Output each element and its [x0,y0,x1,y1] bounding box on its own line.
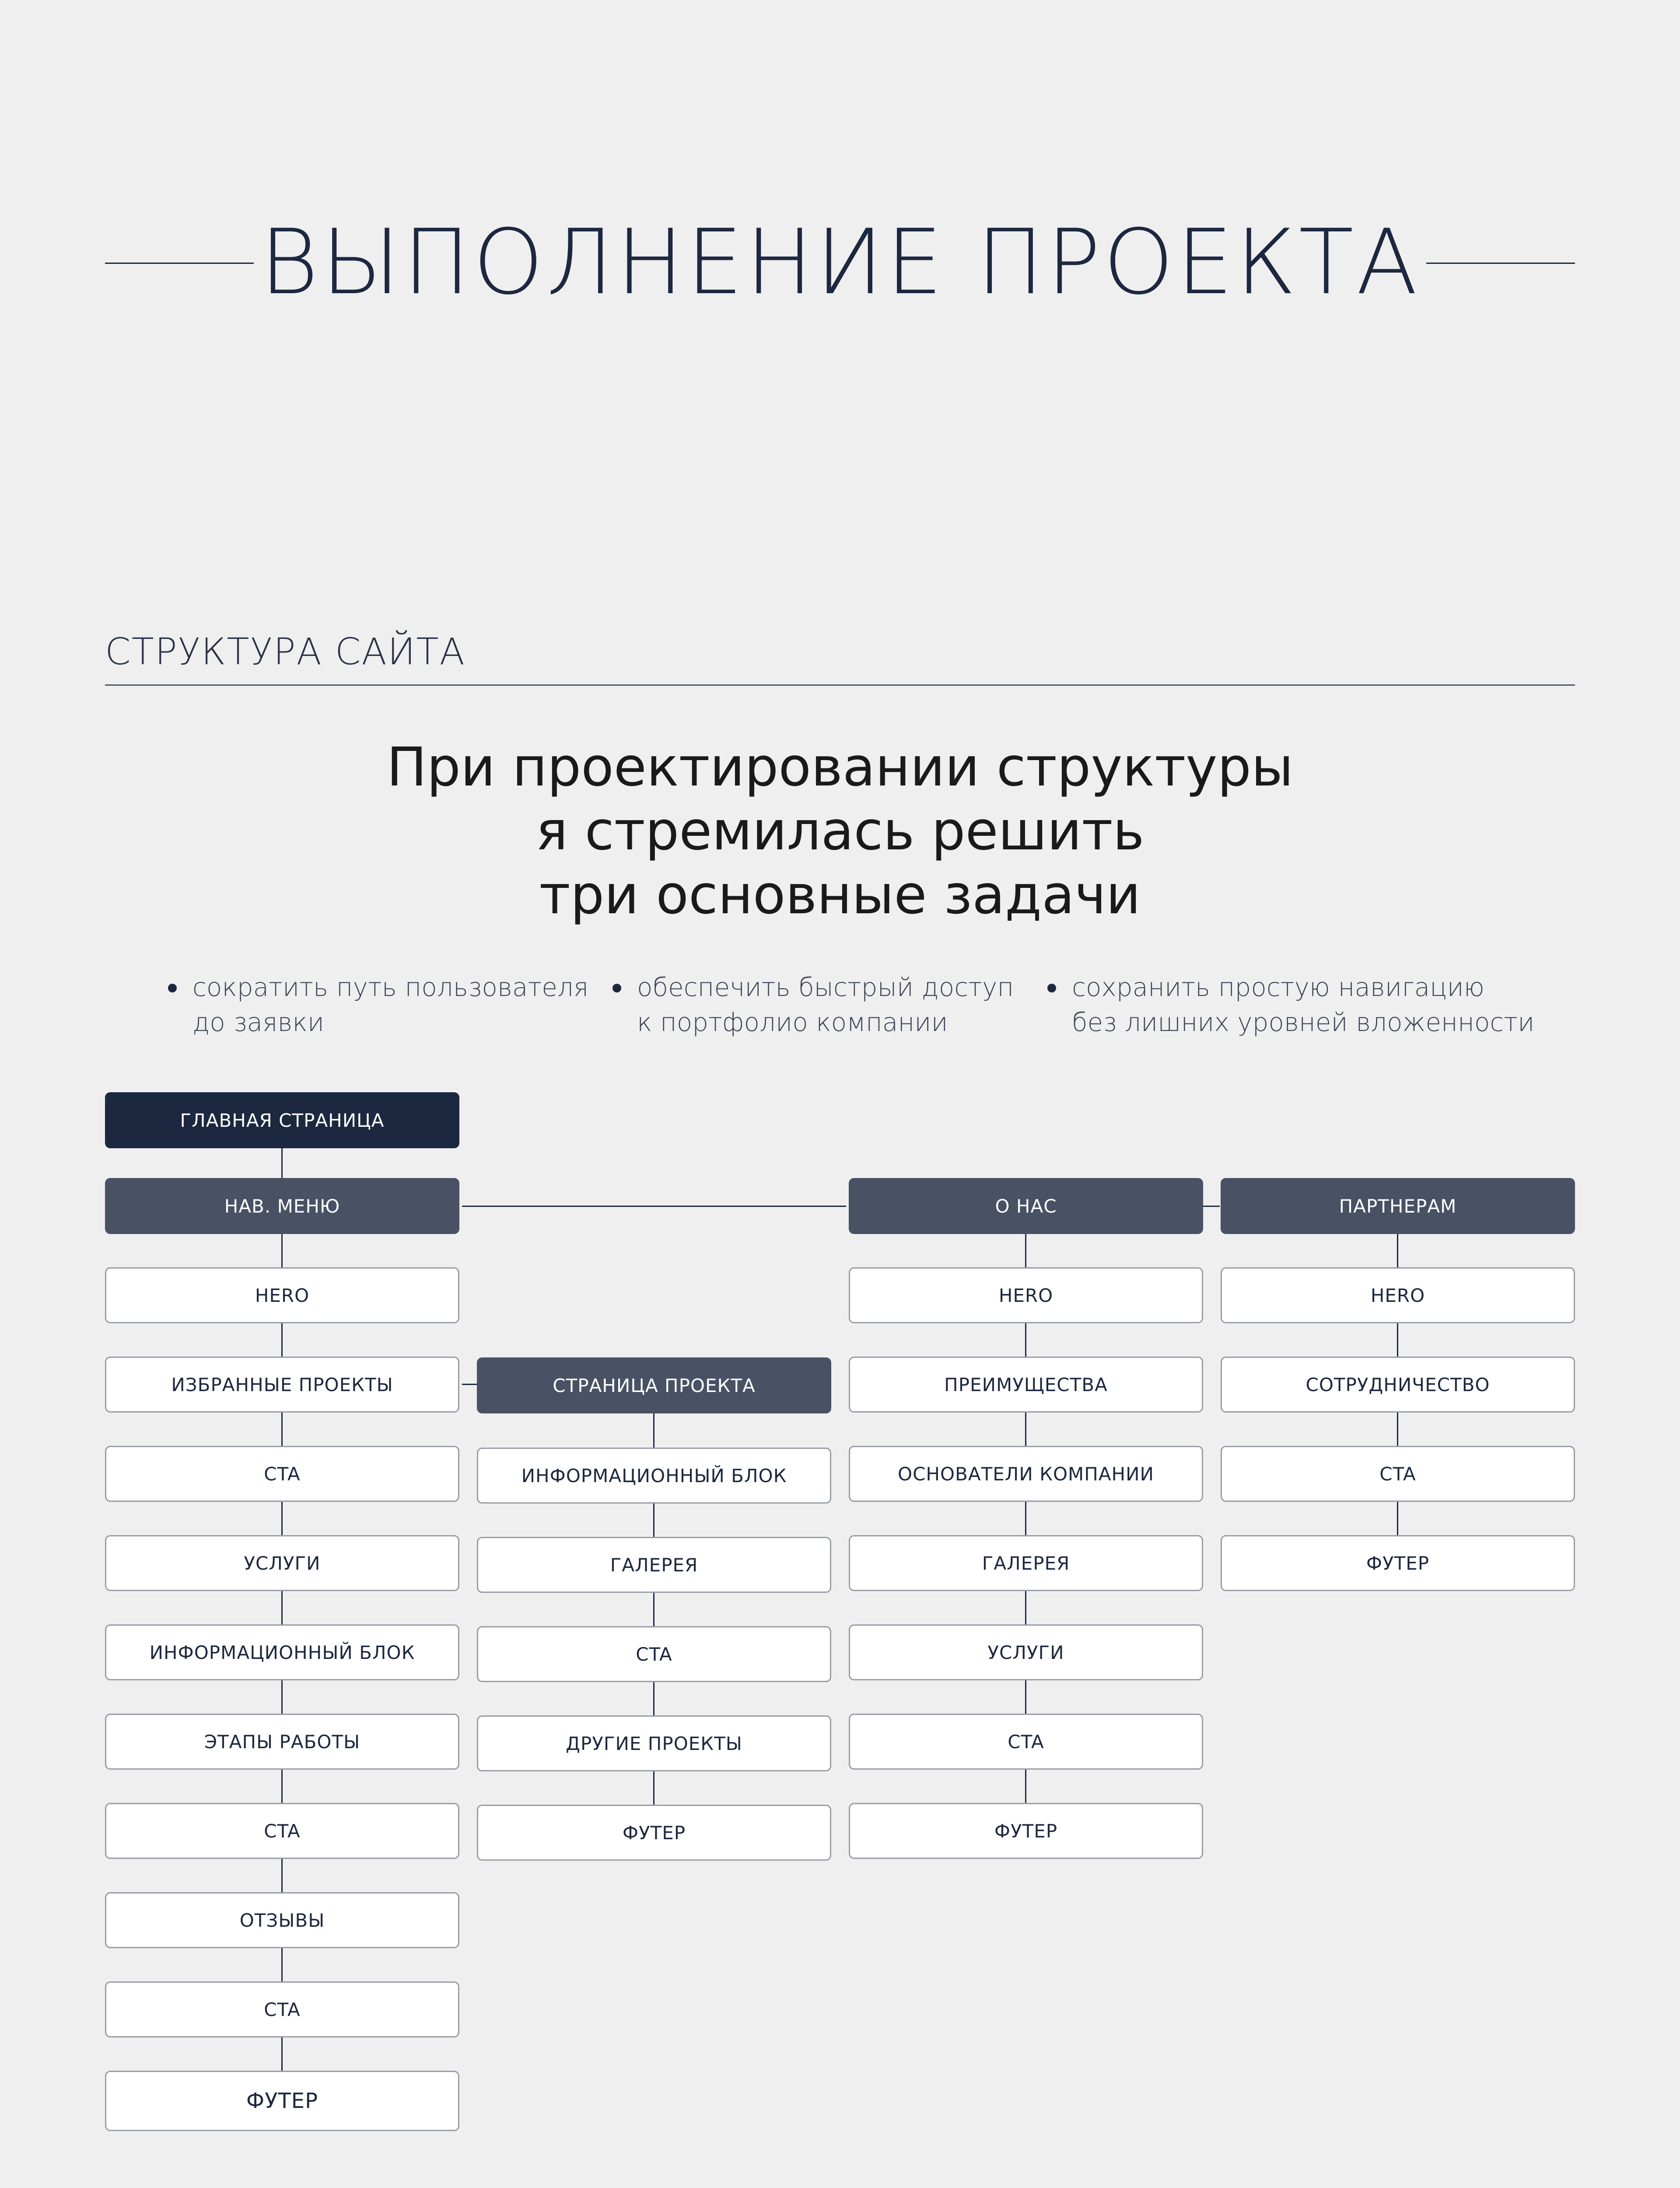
node-about-item: ГАЛЕРЕЯ [849,1535,1203,1591]
node-about-item: УСЛУГИ [849,1624,1203,1680]
node-partners-item: СОТРУДНИЧЕСТВО [1221,1357,1575,1413]
node-nav-item: ИНФОРМАЦИОННЫЙ БЛОК [105,1624,459,1680]
node-main-page: ГЛАВНАЯ СТРАНИЦА [105,1092,459,1148]
connector [1397,1413,1398,1446]
node-project-item: ФУТЕР [477,1805,831,1861]
node-project-item: ИНФОРМАЦИОННЫЙ БЛОК [477,1448,831,1504]
node-nav-item: CTA [105,1446,459,1502]
connector [653,1771,654,1805]
node-nav-item: CTA [105,1803,459,1859]
bullet-text-line: обеспечить быстрый доступ [637,972,1014,1002]
node-nav-menu: НАВ. МЕНЮ [105,1178,459,1234]
node-project-page: СТРАНИЦА ПРОЕКТА [477,1357,831,1413]
connector [281,2037,283,2071]
lead-line-2: я стремилась решить [536,800,1144,862]
connector [462,1384,477,1385]
node-project-item: CTA [477,1626,831,1682]
node-about-item: CTA [849,1714,1203,1770]
node-partners-item: CTA [1221,1446,1575,1502]
page-title: ВЫПОЛНЕНИЕ ПРОЕКТА [259,210,1421,315]
connector [281,1413,283,1446]
connector [653,1682,654,1715]
node-partners-item: ФУТЕР [1221,1535,1575,1591]
node-about-item: ПРЕИМУЩЕСТВА [849,1357,1203,1413]
connector [653,1413,654,1448]
connector [1203,1206,1220,1207]
connector [1025,1234,1026,1267]
bullet-text-line: без лишних уровней вложенности [1072,1007,1535,1037]
connector [1025,1413,1026,1446]
node-nav-item: ЭТАПЫ РАБОТЫ [105,1714,459,1770]
connector [1025,1591,1026,1624]
node-about-item: HERO [849,1267,1203,1323]
bullet-text-line: сократить путь пользователя [192,972,589,1002]
connector [281,1680,283,1714]
connector [1025,1323,1026,1357]
node-nav-item: ИЗБРАННЫЕ ПРОЕКТЫ [105,1357,459,1413]
connector [281,1147,283,1178]
connector [281,1323,283,1357]
connector [281,1502,283,1535]
bullet-text-line: сохранить простую навигацию [1072,972,1484,1002]
node-nav-item: УСЛУГИ [105,1535,459,1591]
lead-line-1: При проектировании структуры [386,736,1294,798]
connector [1397,1323,1398,1357]
connector [462,1206,846,1207]
connector [281,1234,283,1267]
connector [281,1859,283,1892]
connector [281,1591,283,1624]
connector [1025,1680,1026,1714]
node-about-item: ФУТЕР [849,1803,1203,1859]
connector [653,1593,654,1626]
node-partners-item: HERO [1221,1267,1575,1323]
node-about: О НАС [849,1178,1203,1234]
node-nav-item: ОТЗЫВЫ [105,1892,459,1948]
connector [1025,1502,1026,1535]
node-partners: ПАРТНЕРАМ [1221,1178,1575,1234]
connector [653,1504,654,1537]
bullet-text-line: до заявки [192,1007,325,1037]
connector [281,1770,283,1803]
section-title: СТРУКТУРА САЙТА [105,630,466,673]
node-nav-item: HERO [105,1267,459,1323]
connector [1397,1502,1398,1535]
lead-line-3: три основные задачи [539,864,1141,926]
connector [281,1948,283,1981]
node-project-item: ГАЛЕРЕЯ [477,1537,831,1593]
connector [1025,1770,1026,1803]
node-nav-item: ФУТЕР [105,2071,459,2131]
node-project-item: ДРУГИЕ ПРОЕКТЫ [477,1715,831,1771]
connector [1397,1234,1398,1267]
node-about-item: ОСНОВАТЕЛИ КОМПАНИИ [849,1446,1203,1502]
bullet-text-line: к портфолио компании [637,1007,948,1037]
node-nav-item: CTA [105,1981,459,2037]
